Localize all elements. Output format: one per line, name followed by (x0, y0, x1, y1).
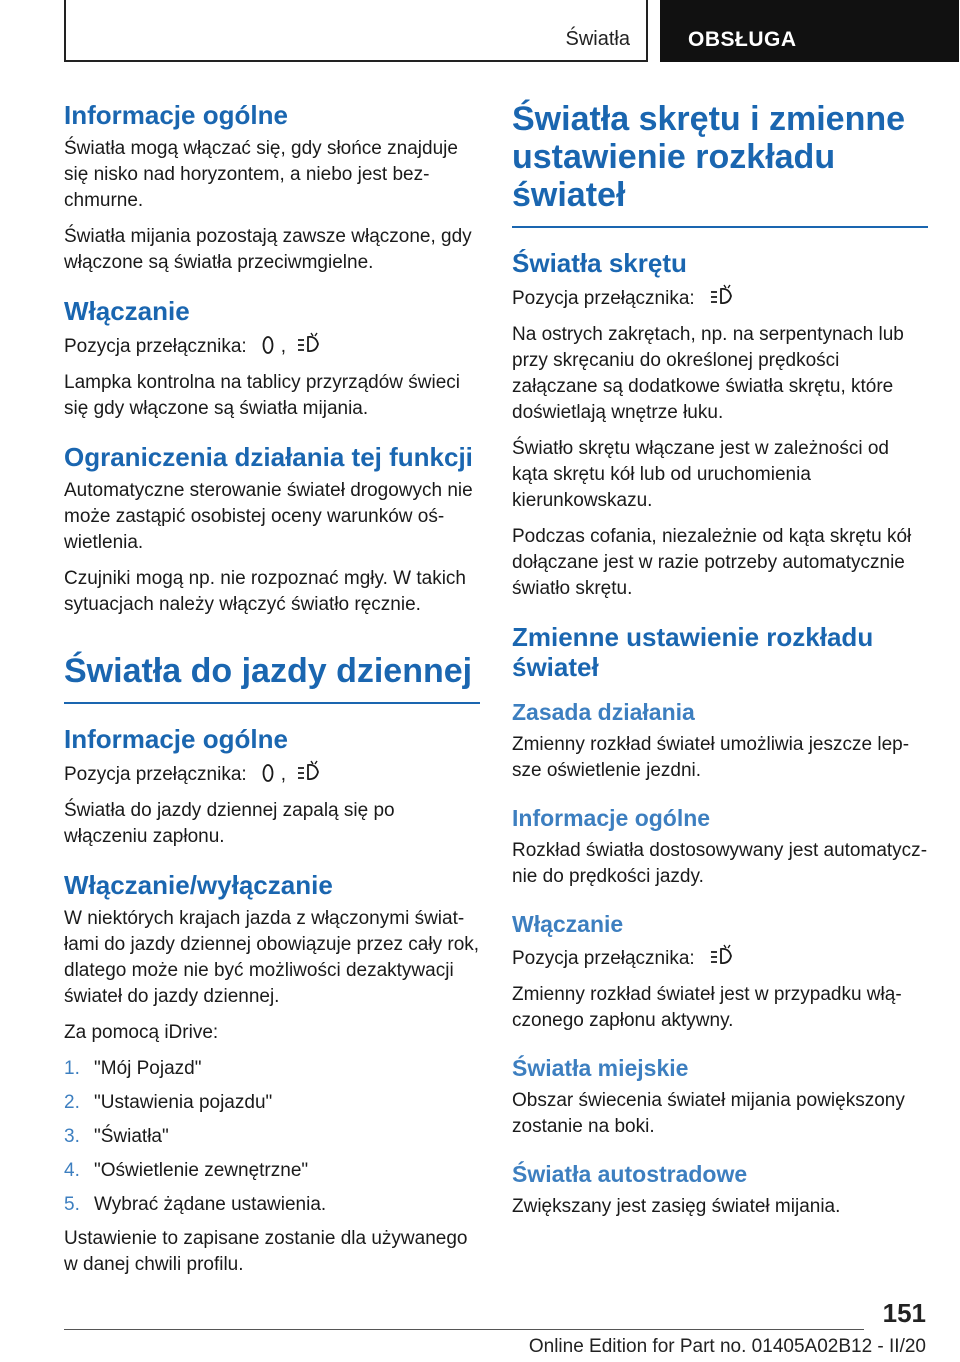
page-number: 151 (882, 1298, 926, 1328)
switch-position-label: Pozycja przełącznika: (64, 764, 247, 785)
paragraph: Światło skrętu włączane jest w zależności od kąta skrętu kół lub od uruchomienia kierunkowskazu. (512, 438, 890, 511)
paragraph: Czujniki mogą np. nie rozpoznać mgły. W takich sytuacjach należy włączyć światło ręcznie. (64, 568, 466, 615)
right-column (512, 100, 928, 1230)
chapter-title: OBSŁUGA (688, 28, 797, 51)
section-heading: Zmienne ustawienie rozkładu świateł (512, 622, 874, 682)
paragraph: Światła mogą włączać się, gdy słońce znajduje się nisko nad horyzontem, a niebo jest bezchmurne. (64, 138, 458, 211)
paragraph: Za pomocą iDrive: (64, 1022, 219, 1043)
section-heading: Włączanie/wyłączanie (64, 870, 333, 900)
step-number: 5. (64, 1194, 80, 1215)
step-number: 1. (64, 1058, 80, 1079)
paragraph: Automatyczne sterowanie świateł drogowych nie może zastąpić osobistej oceny warunków oświetlenia. (64, 480, 473, 553)
switch-position-auto-icon (709, 944, 735, 968)
switch-position-auto-icon (709, 284, 735, 308)
switch-position-line (64, 760, 480, 788)
list-item (64, 1192, 480, 1218)
left-column (64, 100, 480, 1288)
switch-position-0-icon (261, 762, 275, 784)
step-number: 4. (64, 1160, 80, 1181)
paragraph: Na ostrych zakrętach, np. na serpentynach lub przy skręcaniu do określonej prędkości załączane są dodatkowe światła skrętu, które doświetlają wnętrze łuku. (512, 324, 904, 423)
list-item (64, 1158, 480, 1184)
page-header (64, 0, 959, 64)
paragraph: W niektórych krajach jazda z włączonymi światłami do jazdy dziennej obowiązuje przez cały rok, dlatego może nie być możliwości dezaktywacji świateł do jazdy dziennej. (64, 908, 480, 1007)
step-text: "Światła" (94, 1126, 169, 1147)
subsection-heading: Światła autostradowe (512, 1161, 748, 1187)
switch-position-auto-icon (296, 332, 322, 356)
switch-position-label: Pozycja przełącznika: (512, 948, 695, 969)
switch-position-line (64, 332, 480, 360)
edition-footer: Online Edition for Part no. 01405A02B12 - II/20 (528, 1336, 926, 1357)
subsection-heading: Zasada działania (512, 699, 695, 725)
paragraph: Zwiększany jest zasięg świateł mijania. (512, 1196, 841, 1217)
separator: , (280, 336, 286, 357)
footer-divider (64, 1329, 864, 1330)
paragraph: Światła do jazdy dziennej zapalą się po włączeniu zapłonu. (64, 800, 395, 847)
switch-position-line (512, 944, 928, 972)
section-heading: Światła skrętu (512, 248, 687, 278)
section-title: Światła (565, 28, 630, 50)
list-item (64, 1124, 480, 1150)
paragraph: Zmienny rozkład świateł jest w przypadku włączonego zapłonu aktywny. (512, 984, 902, 1031)
step-text: "Oświetlenie zewnętrzne" (94, 1160, 309, 1181)
paragraph: Zmienny rozkład świateł umożliwia jeszcze lepsze oświetlenie jezdni. (512, 734, 910, 781)
subsection-heading: Światła miejskie (512, 1055, 689, 1081)
switch-position-auto-icon (296, 760, 322, 784)
paragraph: Podczas cofania, niezależnie od kąta skrętu kół dołączane jest w razie potrzeby automatycznie światło skrętu. (512, 526, 912, 599)
switch-position-label: Pozycja przełącznika: (512, 288, 695, 309)
paragraph: Światła mijania pozostają zawsze włączone, gdy włączone są światła przeciwmgielne. (64, 226, 472, 273)
subsection-heading: Włączanie (512, 911, 624, 937)
paragraph: Ustawienie to zapisane zostanie dla używanego w danej chwili profilu. (64, 1228, 468, 1275)
list-item (64, 1090, 480, 1116)
paragraph: Rozkład światła dostosowywany jest automatycznie do prędkości jazdy. (512, 840, 928, 887)
section-tab (64, 0, 648, 62)
subsection-heading: Informacje ogólne (512, 805, 711, 831)
step-number: 2. (64, 1092, 80, 1113)
step-number: 3. (64, 1126, 80, 1147)
separator: , (280, 764, 286, 785)
switch-position-label: Pozycja przełącznika: (64, 336, 247, 357)
switch-position-line (512, 284, 928, 312)
paragraph: Obszar świecenia świateł mijania powiększony zostanie na boki. (512, 1090, 905, 1137)
switch-position-0-icon (261, 334, 275, 356)
chapter-heading: Światła do jazdy dziennej (64, 652, 480, 704)
step-text: "Ustawienia pojazdu" (94, 1092, 273, 1113)
idrive-steps-list (64, 1056, 480, 1218)
step-text: Wybrać żądane ustawienia. (94, 1194, 327, 1215)
chapter-tab (660, 0, 959, 62)
section-heading: Włączanie (64, 296, 190, 326)
section-heading: Informacje ogólne (64, 724, 288, 754)
step-text: "Mój Pojazd" (94, 1058, 202, 1079)
section-heading: Informacje ogólne (64, 100, 288, 130)
section-heading: Ograniczenia działania tej funkcji (64, 442, 473, 472)
list-item (64, 1056, 480, 1082)
chapter-heading: Światła skrętu i zmienne ustawienie rozkładu świateł (512, 100, 928, 228)
paragraph: Lampka kontrolna na tablicy przyrządów świeci się gdy włączone są światła mijania. (64, 372, 461, 419)
